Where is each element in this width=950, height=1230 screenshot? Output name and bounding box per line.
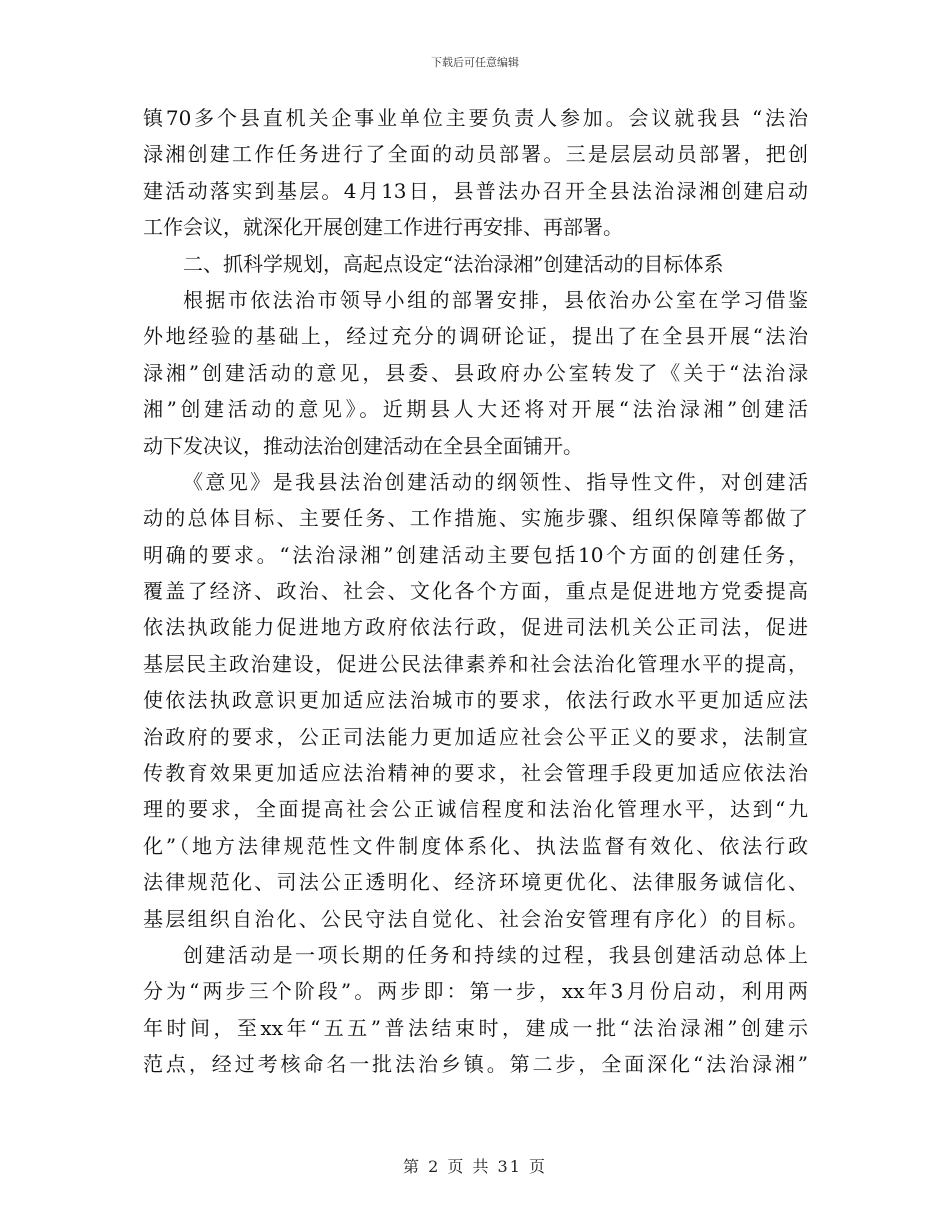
text-line: 湘”创建活动的意见》。近期县人大还将对开展“法治渌湘”创建活 <box>143 397 808 422</box>
text-line: 根据市依法治市领导小组的部署安排，县依治办公室在学习借鉴 <box>183 287 808 312</box>
text-line: 法律规范化、司法公正透明化、经济环境更优化、法律服务诚信化、 <box>143 870 808 895</box>
section-heading: 二、抓科学规划，高起点设定“法治渌湘”创建活动的目标体系 <box>183 251 724 276</box>
text-line: 依法执政能力促进地方政府依法行政，促进司法机关公正司法，促进 <box>143 615 808 640</box>
document-body <box>143 100 808 1083</box>
text-line: 外地经验的基础上，经过充分的调研论证，提出了在全县开展“法治 <box>143 324 808 349</box>
text-line: 动的总体目标、主要任务、工作措施、实施步骤、组织保障等都做了 <box>143 506 808 531</box>
text-line: 使依法执政意识更加适应法治城市的要求，依法行政水平更加适应法 <box>143 688 808 713</box>
text-line: 分为“两步三个阶段”。两步即：第一步，xx年3月份启动，利用两 <box>143 979 808 1004</box>
text-line: 覆盖了经济、政治、社会、文化各个方面，重点是促进地方党委提高 <box>143 579 808 604</box>
text-line: 基层组织自治化、公民守法自觉化、社会治安管理有序化）的目标。 <box>143 906 808 931</box>
text-line: 《意见》是我县法治创建活动的纲领性、指导性文件，对创建活 <box>183 469 808 494</box>
text-line: 基层民主政治建设，促进公民法律素养和社会法治化管理水平的提高， <box>143 651 808 676</box>
text-line: 化”（地方法律规范性文件制度体系化、执法监督有效化、依法行政 <box>143 833 808 858</box>
text-line: 建活动落实到基层。4月13日，县普法办召开全县法治渌湘创建启动 <box>143 178 808 203</box>
text-line: 镇70多个县直机关企事业单位主要负责人参加。会议就我县 “法治 <box>143 106 808 130</box>
text-line: 年时间，至xx年“五五”普法结束时，建成一批“法治渌湘”创建示 <box>143 1015 808 1040</box>
page-header: 下载后可任意编辑 <box>431 56 519 69</box>
text-line: 传教育效果更加适应法治精神的要求，社会管理手段更加适应依法治 <box>143 761 808 786</box>
text-line: 范点，经过考核命名一批法治乡镇。第二步，全面深化“法治渌湘” <box>143 1052 808 1077</box>
page-number: 第 2 页 共 31 页 <box>403 1157 547 1176</box>
text-line: 理的要求，全面提高社会公正诚信程度和法治化管理水平，达到“九 <box>143 797 808 822</box>
text-line: 明确的要求。“法治渌湘”创建活动主要包括10个方面的创建任务， <box>143 542 808 567</box>
text-line: 创建活动是一项长期的任务和持续的过程，我县创建活动总体上 <box>183 942 808 967</box>
text-line: 渌湘”创建活动的意见，县委、县政府办公室转发了《关于“法治渌 <box>143 360 808 385</box>
text-line: 渌湘创建工作任务进行了全面的动员部署。三是层层动员部署，把创 <box>143 142 808 167</box>
text-line: 治政府的要求，公正司法能力更加适应社会公平正义的要求，法制宣 <box>143 724 808 749</box>
text-line: 工作会议，就深化开展创建工作进行再安排、再部署。 <box>143 215 623 240</box>
text-line: 动下发决议，推动法治创建活动在全县全面铺开。 <box>143 433 583 458</box>
